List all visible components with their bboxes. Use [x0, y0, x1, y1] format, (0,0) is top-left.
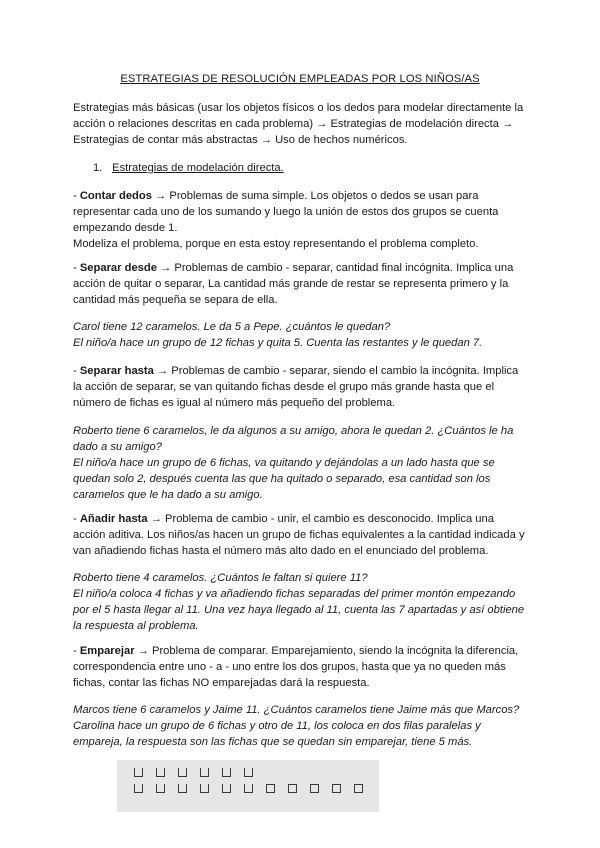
section-heading	[93, 160, 284, 176]
token-top-row	[222, 768, 231, 777]
token-top-row	[156, 768, 165, 777]
intro-paragraph	[73, 100, 525, 148]
strategy-term: Emparejar	[79, 645, 135, 657]
strategy-emparejar	[73, 643, 525, 691]
example-problem: Roberto tiene 6 caramelos, le da algunos a su amigo, ahora le quedan 2. ¿Cuántos le ha dado a su amigo?	[73, 425, 514, 453]
token-top-row	[178, 768, 187, 777]
strategy-description: - Separar desde → Problemas de cambio - separar, cantidad final incógnita. Implica una acción de quitar o separar, La cantidad más grande de restar se representa primero y la cantidad más pequeña se separa de ella.	[73, 262, 514, 306]
strategy-anadir-hasta	[73, 511, 525, 559]
strategy-description: - Separar hasta → Problemas de cambio - separar, siendo el cambio la incógnita. Implica la acción de separar, se van quitando fichas desde el grupo más grande hasta que el número de fichas es igual al número más pequeño del problema.	[73, 365, 519, 409]
example-problem: Marcos tiene 6 caramelos y Jaime 11. ¿Cuántos caramelos tiene Jaime más que Marcos?	[73, 704, 520, 716]
example-separar-desde	[73, 319, 525, 351]
section-number: 1.	[93, 162, 103, 174]
token-bottom-row	[134, 784, 143, 793]
token-bottom-row	[156, 784, 165, 793]
section-title: Estrategias de modelación directa.	[112, 162, 284, 174]
strategy-description: - Contar dedos → Problemas de suma simple. Los objetos o dedos se usan para representar cada uno de los sumando y luego la unión de estos dos grupos se cuenta empezando desde 1.	[73, 190, 499, 234]
strategy-description: - Emparejar → Problema de comparar. Emparejamiento, siendo la incógnita la diferencia, correspondencia entre uno - a - uno entre los dos grupos, hasta que ya no queden más fichas, contar las fichas NO emparejadas dará la respuesta.	[73, 645, 519, 689]
example-separar-hasta	[73, 423, 525, 503]
token-top-row	[134, 768, 143, 777]
token-bottom-row	[354, 784, 363, 793]
token-bottom-row	[222, 784, 231, 793]
strategy-term: Separar hasta	[79, 365, 154, 377]
strategy-separar-hasta	[73, 363, 525, 411]
example-problem: Carol tiene 12 caramelos. Le da 5 a Pepe. ¿cuántos le quedan?	[73, 321, 391, 333]
token-bottom-row	[288, 784, 297, 793]
example-problem: Roberto tiene 4 caramelos. ¿Cuántos le faltan si quiere 11?	[73, 572, 368, 584]
example-solution: El niño/a coloca 4 fichas y va añadiendo fichas separadas del primer montón empezando por el 5 hasta llegar al 11. Una vez haya llegado al 11, cuenta las 7 apartadas y así obtiene la respuesta al problema.	[73, 588, 525, 632]
token-bottom-row	[310, 784, 319, 793]
strategy-separar-desde	[73, 260, 525, 308]
token-bottom-row	[332, 784, 341, 793]
example-solution: El niño/a hace un grupo de 6 fichas, va quitando y dejándolas a un lado hasta que se quedan solo 2, después cuenta las que ha quitado o separado, esa cantidad son los caramelos que le ha dado a su amigo.	[73, 457, 495, 501]
example-anadir-hasta	[73, 570, 525, 634]
example-emparejar	[73, 702, 525, 750]
example-solution: El niño/a hace un grupo de 12 fichas y quita 5. Cuenta las restantes y le quedan 7.	[73, 337, 483, 349]
strategy-term: Contar dedos	[79, 190, 152, 202]
strategy-note: Modeliza el problema, porque en esta estoy representando el problema completo.	[73, 238, 479, 250]
tokens-photo	[117, 760, 379, 812]
token-bottom-row	[266, 784, 275, 793]
strategy-contar-dedos	[73, 188, 525, 252]
example-solution: Carolina hace un grupo de 6 fichas y otro de 11, los coloca en dos filas paralelas y empareja, la respuesta son las fichas que se quedan sin emparejar, tiene 5 más.	[73, 720, 481, 748]
token-bottom-row	[178, 784, 187, 793]
token-top-row	[244, 768, 253, 777]
token-top-row	[200, 768, 209, 777]
strategy-description: - Añadir hasta → Problema de cambio - unir, el cambio es desconocido. Implica una acción aditiva. Los niños/as hacen un grupo de fichas equivalentes a la cantidad indicada y van añadiendo fichas hasta el número más alto dado en el enunciado del problema.	[73, 513, 525, 557]
token-bottom-row	[244, 784, 253, 793]
page-title: ESTRATEGIAS DE RESOLUCIÓN EMPLEADAS POR LOS NIÑOS/AS	[120, 73, 480, 85]
intro-text: Estrategias más básicas (usar los objetos físicos o los dedos para modelar directamente la acción o relaciones descritas en cada problema) → Estrategias de modelación directa → Estrategias de contar más abstractas → Uso de hechos numéricos.	[73, 102, 524, 146]
token-bottom-row	[200, 784, 209, 793]
strategy-term: Añadir hasta	[79, 513, 148, 525]
strategy-term: Separar desde	[79, 262, 157, 274]
